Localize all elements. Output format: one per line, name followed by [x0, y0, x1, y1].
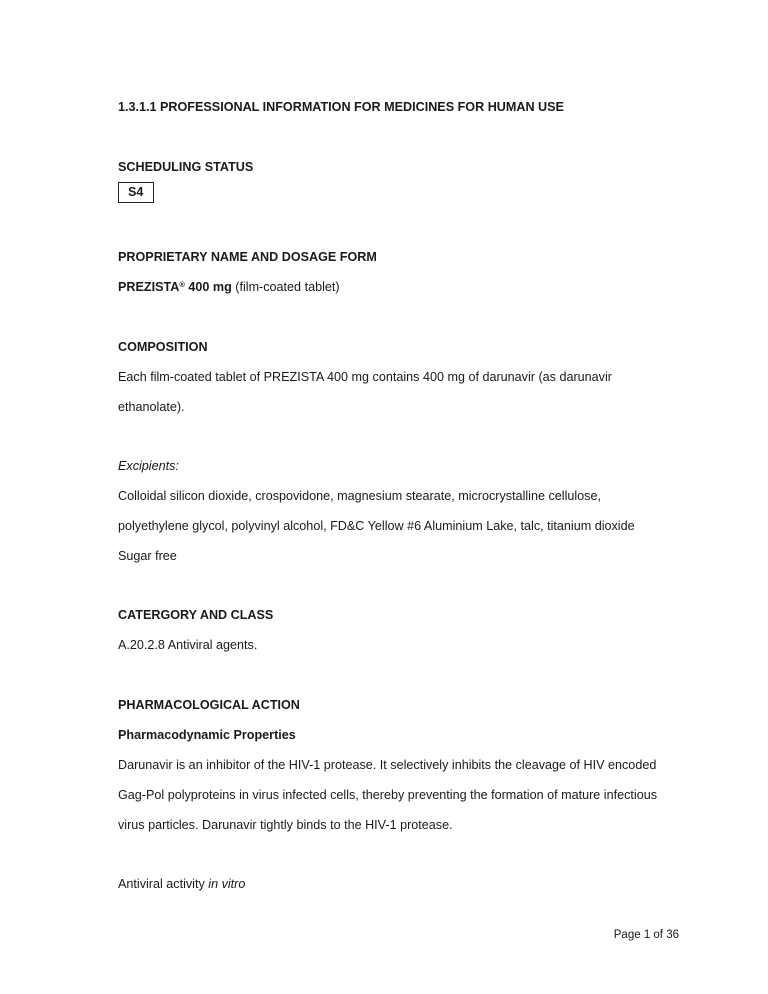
antiviral-activity-line	[118, 876, 245, 892]
sugar-free-note: Sugar free	[118, 549, 177, 563]
pharmacology-text-3: virus particles. Darunavir tightly binds to the HIV-1 protease.	[118, 818, 453, 832]
registered-mark: ®	[179, 280, 185, 289]
page-number: Page 1 of 36	[613, 929, 679, 941]
pharmacodynamic-subheading: Pharmacodynamic Properties	[118, 728, 296, 742]
excipients-label: Excipients:	[118, 459, 179, 473]
section-title: 1.3.1.1 PROFESSIONAL INFORMATION FOR MEDICINES FOR HUMAN USE	[118, 100, 564, 114]
antiviral-activity-italic: in vitro	[208, 877, 246, 891]
proprietary-name-heading: PROPRIETARY NAME AND DOSAGE FORM	[118, 250, 377, 264]
composition-heading: COMPOSITION	[118, 340, 208, 354]
strength: 400 mg	[188, 280, 232, 294]
scheduling-status-box: S4	[118, 182, 154, 203]
excipients-text-2: polyethylene glycol, polyvinyl alcohol, FD&C Yellow #6 Aluminium Lake, talc, titanium dioxide	[118, 519, 635, 533]
pharmacology-text-1: Darunavir is an inhibitor of the HIV-1 protease. It selectively inhibits the cleavage of HIV encoded	[118, 758, 657, 772]
scheduling-status-heading: SCHEDULING STATUS	[118, 160, 254, 174]
antiviral-activity-prefix: Antiviral activity	[118, 877, 209, 891]
composition-text-1: Each film-coated tablet of PREZISTA 400 mg contains 400 mg of darunavir (as darunavir	[118, 370, 612, 384]
pharmacology-text-2: Gag-Pol polyproteins in virus infected cells, thereby preventing the formation of mature infectious	[118, 788, 658, 802]
proprietary-name-line	[118, 279, 340, 295]
excipients-text-1: Colloidal silicon dioxide, crospovidone, magnesium stearate, microcrystalline cellulose,	[118, 489, 601, 503]
category-heading: CATERGORY AND CLASS	[118, 608, 274, 622]
category-value: A.20.2.8 Antiviral agents.	[118, 638, 258, 652]
brand-name: PREZISTA	[118, 280, 180, 294]
composition-text-2: ethanolate).	[118, 400, 185, 414]
pharmacological-action-heading: PHARMACOLOGICAL ACTION	[118, 698, 300, 712]
dosage-form: (film-coated tablet)	[235, 280, 340, 294]
